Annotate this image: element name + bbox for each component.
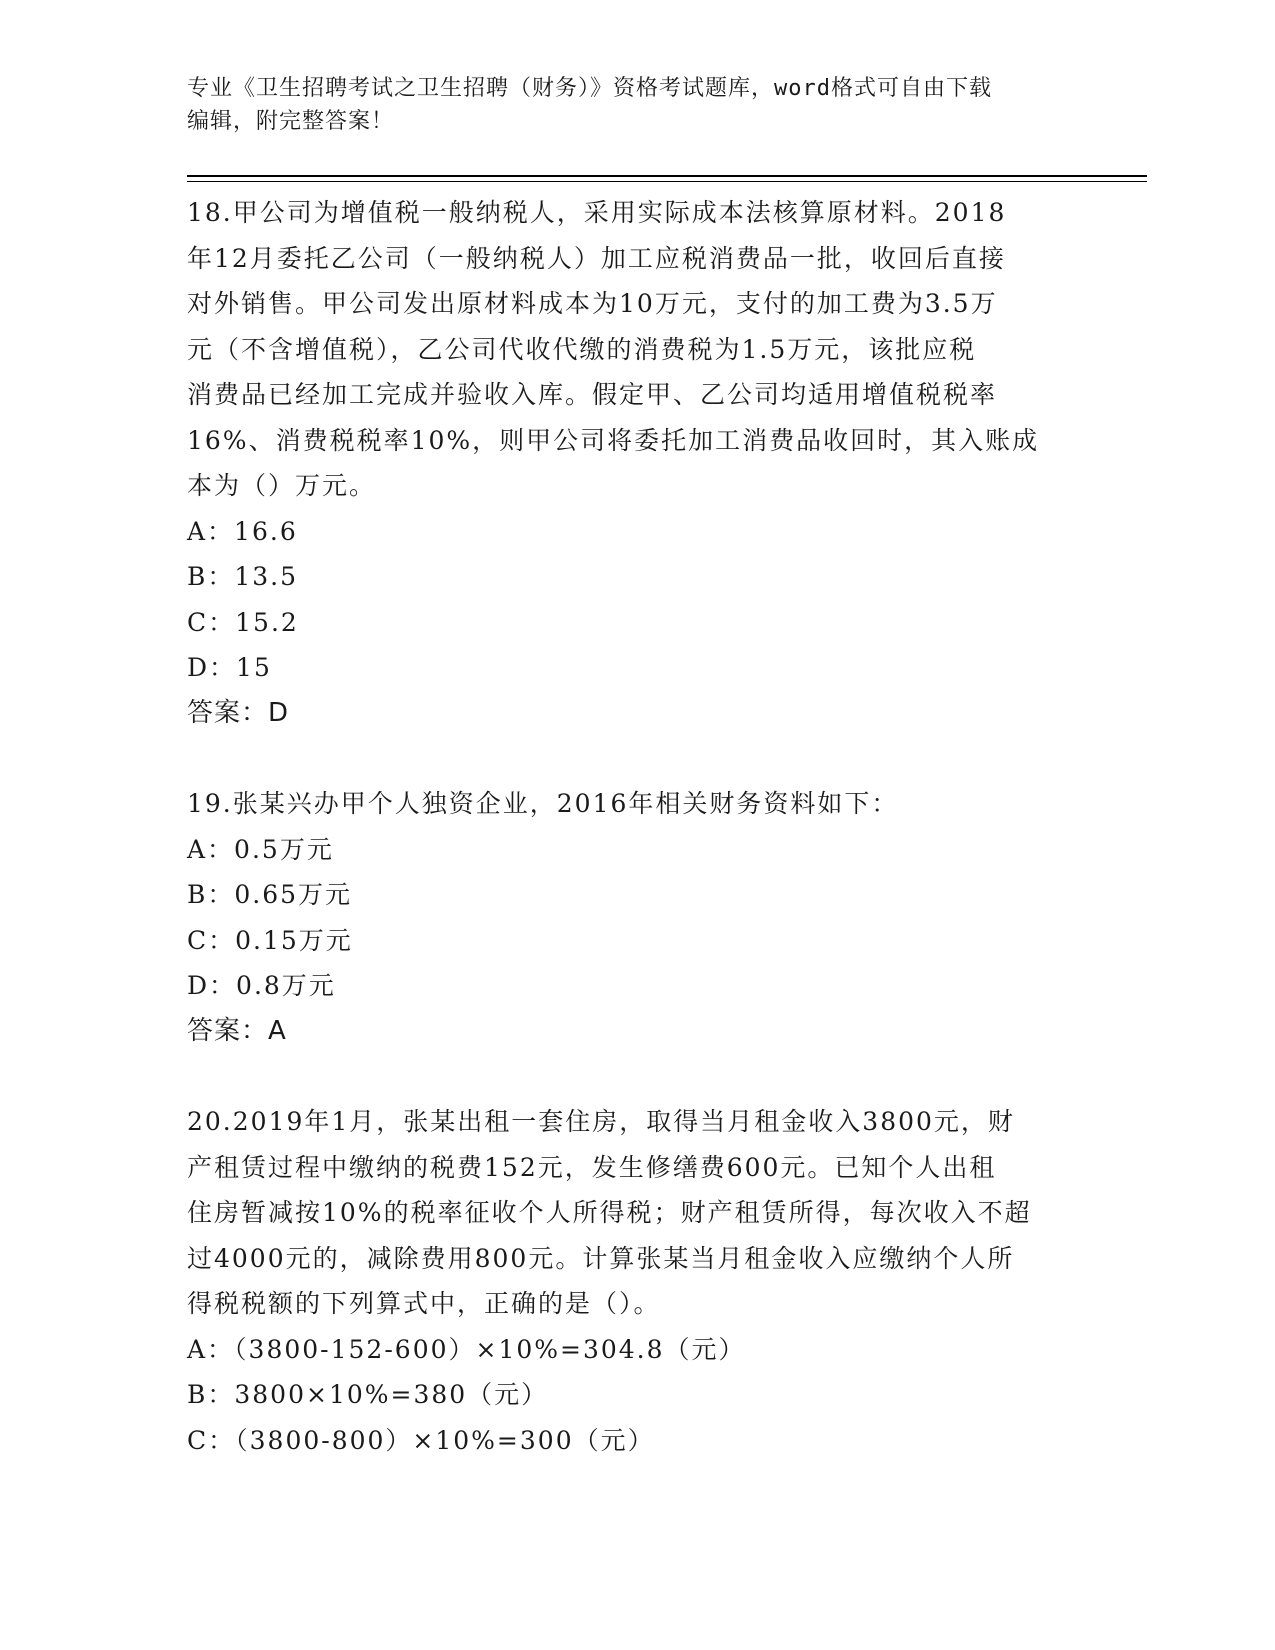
answer-line: 答案：A [187,1015,287,1046]
question-stem-line: 得税税额的下列算式中，正确的是（）。 [187,1289,661,1318]
question-stem-line: 本为（）万元。 [187,471,377,500]
option-b: B：3800×10%=380（元） [187,1380,549,1409]
option-b: B：13.5 [187,562,299,591]
question-stem-line: 消费品已经加工完成并验收入库。假定甲、乙公司均适用增值税税率 [187,380,998,409]
option-a: A：16.6 [187,516,298,546]
header-line-1: 专业《卫生招聘考试之卫生招聘（财务）》资格考试题库，word格式可自由下载 [187,76,992,101]
question-stem-line: 16%、消费税税率10%，则甲公司将委托加工消费品收回时，其入账成 [187,425,1040,455]
question-stem-line: 年12月委托乙公司（一般纳税人）加工应税消费品一批，收回后直接 [187,243,1006,273]
question-stem-line: 20.2019年1月，张某出租一套住房，取得当月租金收入3800元，财 [187,1107,1015,1136]
question-stem-line: 元（不含增值税），乙公司代收代缴的消费税为1.5万元，该批应税 [187,334,977,364]
header-divider-thick [187,175,1147,177]
option-a: A：（3800-152-600）×10%=304.8（元） [187,1334,746,1364]
question-stem-line: 对外销售。甲公司发出原材料成本为10万元，支付的加工费为3.5万 [187,289,998,318]
option-b: B：0.65万元 [187,880,353,909]
question-list [187,190,1087,1463]
question-spacer [187,1054,1087,1099]
answer-line: 答案：D [187,697,290,728]
question-19 [187,781,1087,1054]
header-divider-thin [187,181,1147,182]
option-c: C：（3800-800）×10%=300（元） [187,1425,655,1455]
question-20 [187,1099,1087,1463]
question-stem-line: 18.甲公司为增值税一般纳税人，采用实际成本法核算原材料。2018 [187,198,1007,227]
document-header [187,72,1067,138]
question-spacer [187,736,1087,781]
option-d: D：0.8万元 [187,971,336,1000]
header-line-2: 编辑，附完整答案！ [187,109,395,134]
option-a: A：0.5万元 [187,834,334,864]
question-stem-line: 19.张某兴办甲个人独资企业，2016年相关财务资料如下： [187,789,899,818]
question-stem-line: 产租赁过程中缴纳的税费152元，发生修缮费600元。已知个人出租 [187,1152,997,1182]
question-stem-line: 住房暂减按10%的税率征收个人所得税；财产租赁所得，每次收入不超 [187,1198,1032,1227]
question-18 [187,190,1087,736]
option-d: D：15 [187,653,272,682]
option-c: C：0.15万元 [187,925,353,955]
question-stem-line: 过4000元的，减除费用800元。计算张某当月租金收入应缴纳个人所 [187,1243,1015,1273]
option-c: C：15.2 [187,607,299,637]
